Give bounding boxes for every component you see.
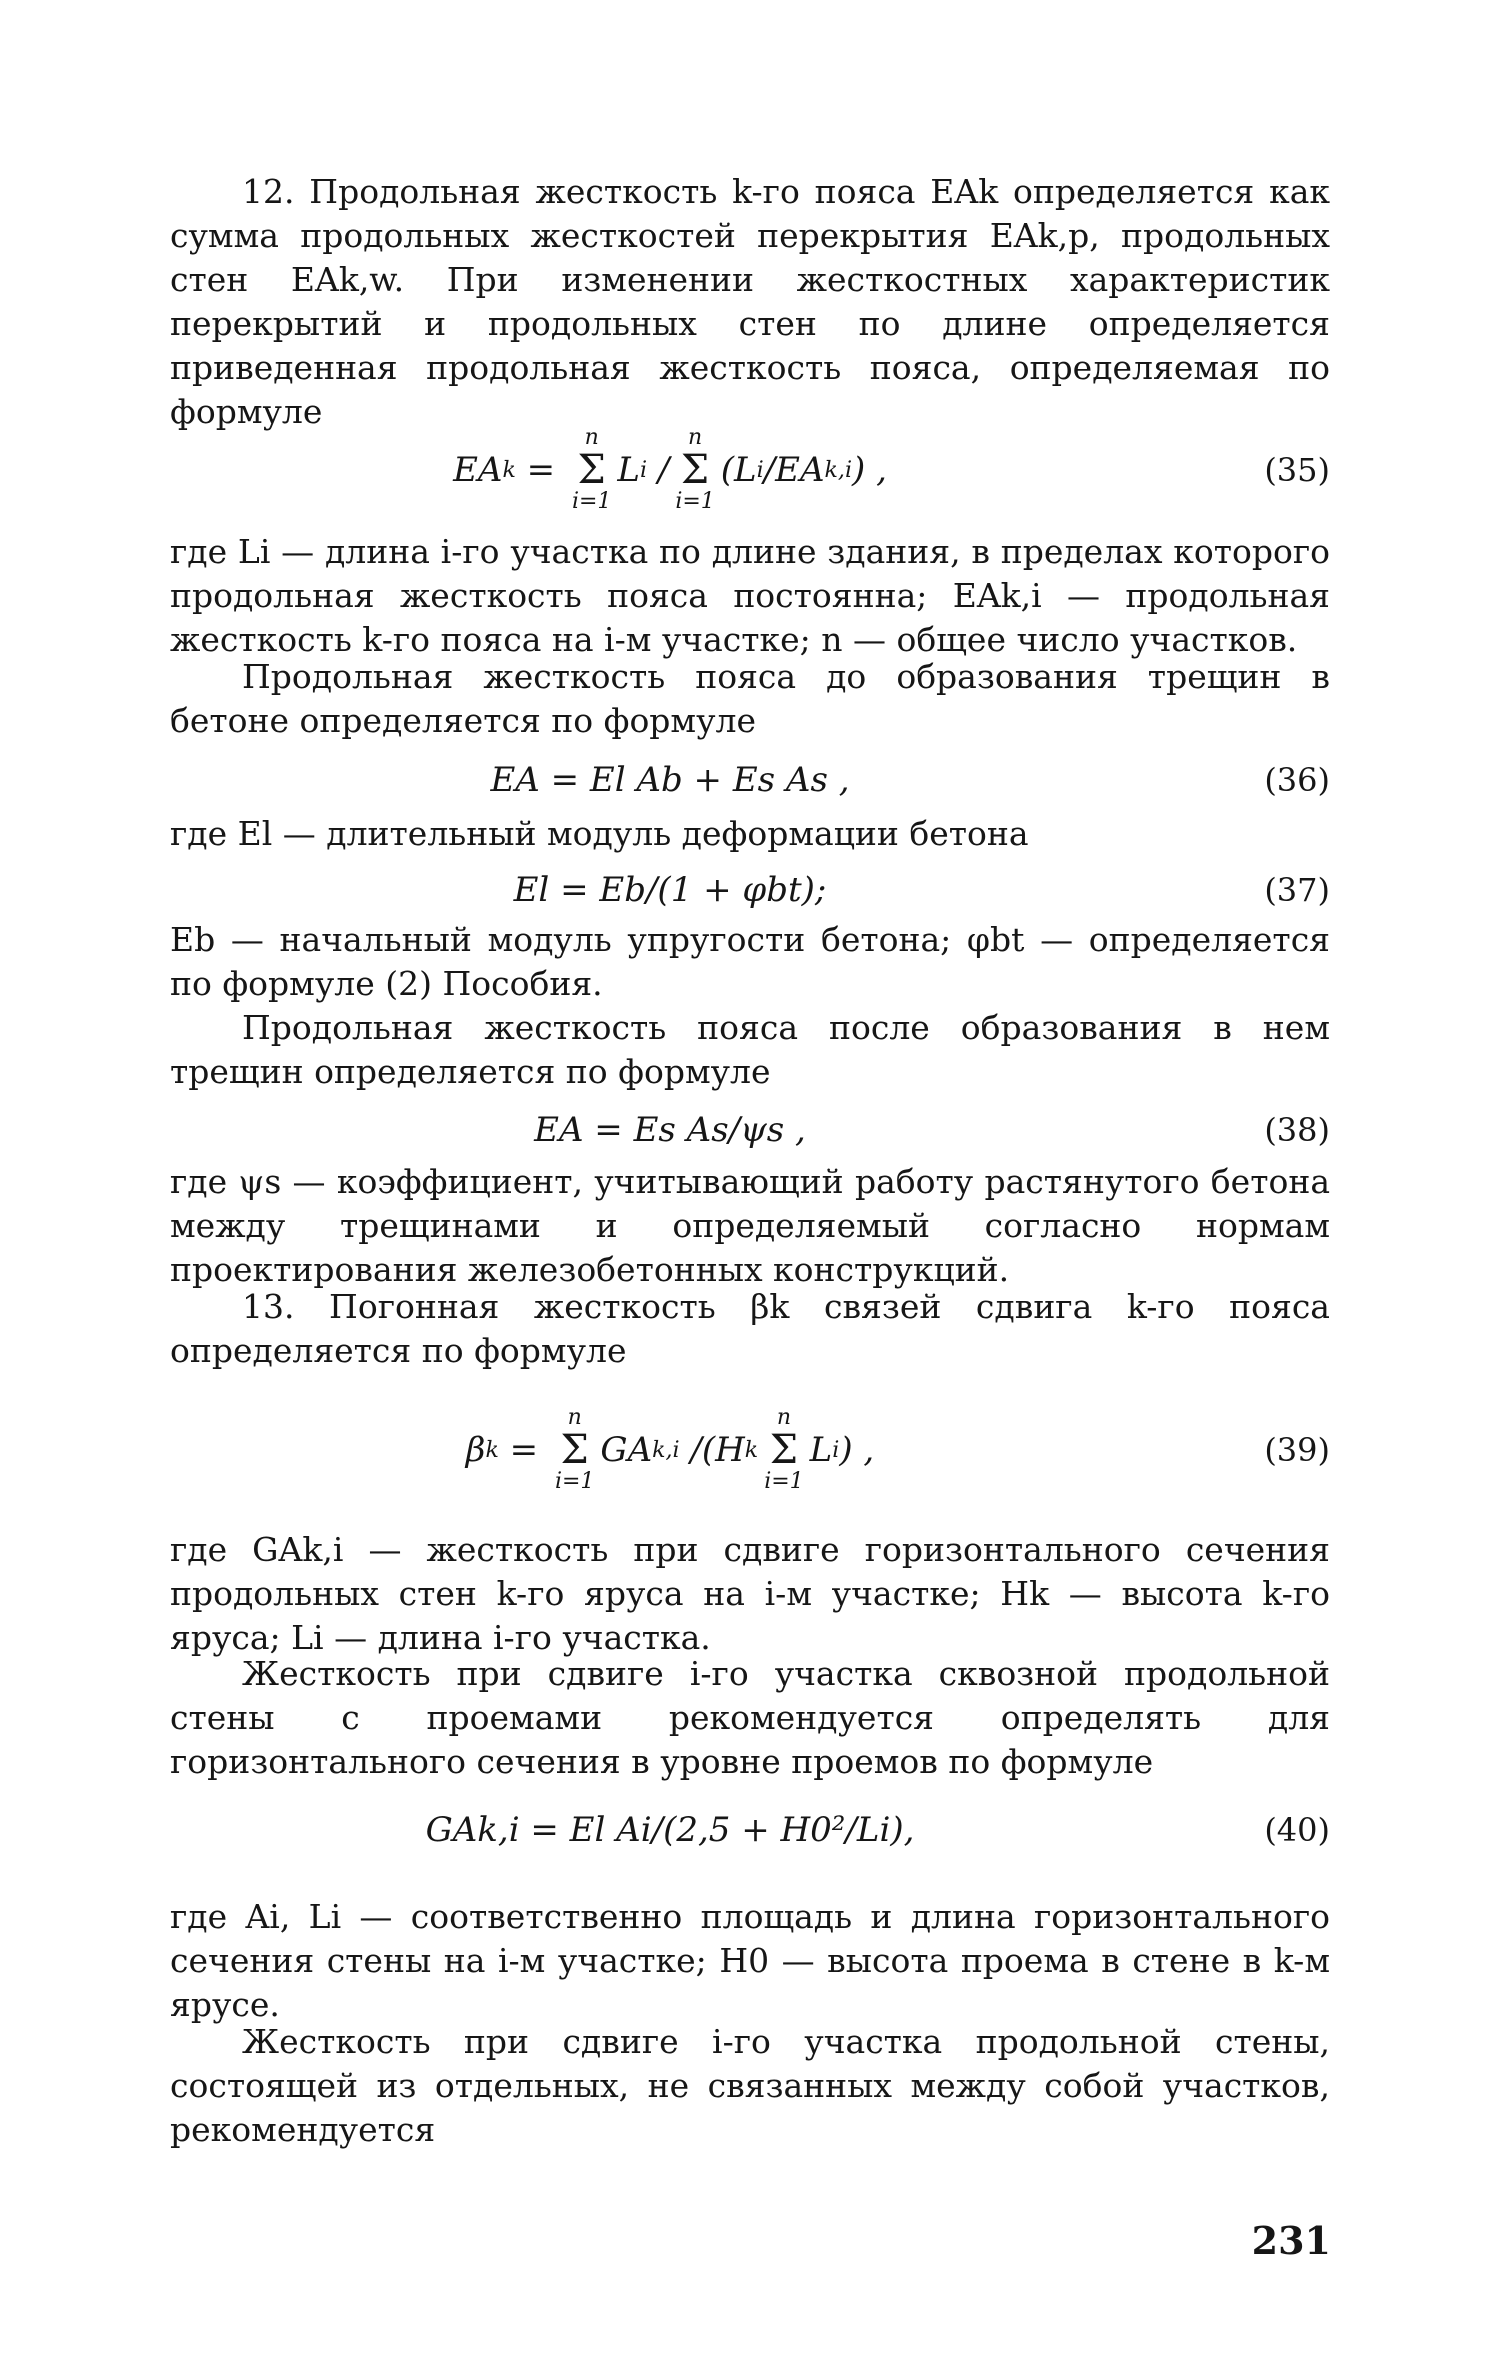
paragraph-before-36: Продольная жесткость пояса до образования трещин в бетоне определяется по формуле — [170, 657, 1330, 740]
sum-symbol: n Σ i=1 — [571, 425, 612, 514]
formula-37-number: (37) — [1264, 871, 1330, 909]
paragraph-12: 12. Продольная жесткость k-го пояса EAk определяется как сумма продольных жесткостей перекрытия EAk,p, продольных стен EAk,w. При изменении жесткостных характеристик перекрытий и продольных стен по длине определяется приведенная продольная жесткость пояса, определяемая по формуле — [170, 172, 1330, 431]
formula-35-expression: EA k = n Σ i=1 L i / n Σ i=1 (L i /EA k,i ) , — [453, 425, 887, 514]
sum-symbol: n Σ i=1 — [764, 1405, 804, 1494]
paragraph-before-37: где El — длительный модуль деформации бетона — [170, 814, 1029, 853]
paragraph-35-explanation: где Li — длина i-го участка по длине здания, в пределах которого продольная жесткость пояса постоянна; EAk,i — продольная жесткость k-го пояса на i-м участке; n — общее число участков. — [170, 532, 1330, 659]
paragraph-38-explanation: где ψs — коэффициент, учитывающий работу растянутого бетона между трещинами и определяемый согласно нормам проектирования железобетонных конструкций. — [170, 1162, 1330, 1289]
formula-38 — [170, 1095, 1330, 1165]
formula-39-expression: β k = n Σ i=1 GA k,i /(H k n Σ i=1 L i ) , — [465, 1405, 875, 1494]
formula-36-number: (36) — [1264, 761, 1330, 799]
paragraph-39-explanation: где GAk,i — жесткость при сдвиге горизонтального сечения продольных стен k-го яруса на i-м участке; Hk — высота k-го яруса; Li — длина i-го участка. — [170, 1530, 1330, 1657]
paragraph-40-explanation: где Ai, Li — соответственно площадь и длина горизонтального сечения стены на i-м участке; H0 — высота проема в стене в k-м ярусе. — [170, 1897, 1330, 2024]
formula-35-number: (35) — [1264, 451, 1330, 489]
paragraph-before-40: Жесткость при сдвиге i-го участка сквозной продольной стены с проемами рекомендуется определять для горизонтального сечения в уровне проемов по формуле — [170, 1654, 1330, 1781]
paragraph-before-38: Продольная жесткость пояса после образования в нем трещин определяется по формуле — [170, 1008, 1330, 1091]
formula-37-expression: El = Eb/(1 + φbt); — [513, 870, 827, 910]
formula-40-expression: GAk,i = El Ai/(2,5 + H0²/Li), — [425, 1810, 915, 1850]
formula-39-number: (39) — [1264, 1431, 1330, 1469]
formula-38-expression: EA = Es As/ψs , — [534, 1110, 806, 1150]
paragraph-13: 13. Погонная жесткость βk связей сдвига k-го пояса определяется по формуле — [170, 1287, 1330, 1370]
formula-40 — [170, 1790, 1330, 1870]
page-number: 231 — [1251, 2218, 1331, 2263]
formula-38-number: (38) — [1264, 1111, 1330, 1149]
formula-39 — [170, 1390, 1330, 1510]
formula-36 — [170, 745, 1330, 815]
paragraph-last: Жесткость при сдвиге i-го участка продольной стены, состоящей из отдельных, не связанных между собой участков, рекомендуется — [170, 2022, 1330, 2149]
paragraph-37-explanation: Eb — начальный модуль упругости бетона; φbt — определяется по формуле (2) Пособия. — [170, 920, 1330, 1003]
sum-symbol: n Σ i=1 — [554, 1405, 595, 1494]
sum-symbol: n Σ i=1 — [675, 425, 715, 514]
formula-37 — [170, 855, 1330, 925]
formula-36-expression: EA = El Ab + Es As , — [490, 760, 850, 800]
formula-35 — [170, 410, 1330, 530]
formula-40-number: (40) — [1264, 1811, 1330, 1849]
